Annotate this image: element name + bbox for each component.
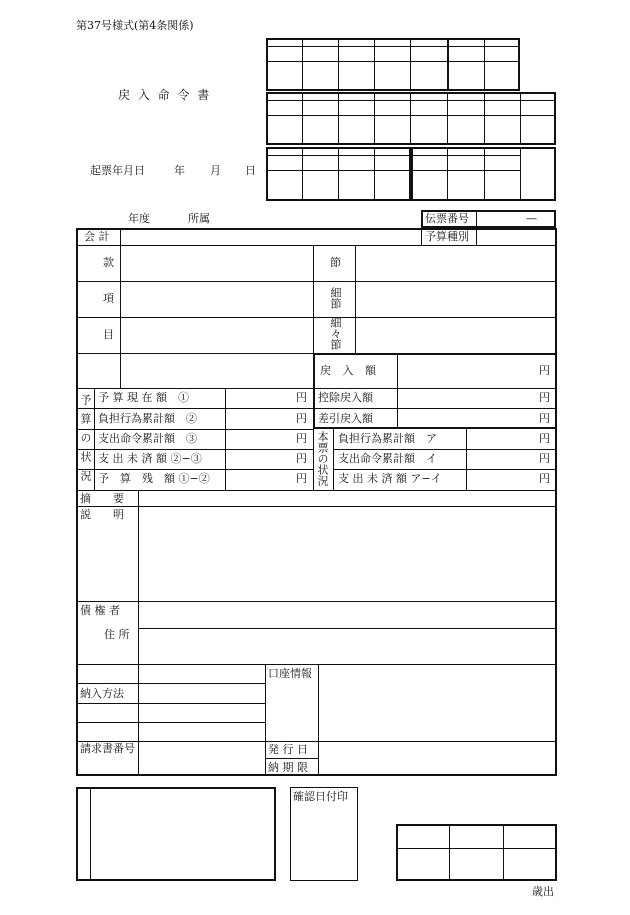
main-form-frame	[76, 228, 557, 776]
honpyo-label: 本票の状況	[316, 431, 329, 486]
hakko-bi-label: 発 行 日	[268, 743, 308, 756]
kan-label: 款	[103, 256, 114, 269]
ko-label: 項	[103, 292, 114, 305]
yosan-shubetsu-label: 予算種別	[425, 230, 469, 243]
sashihiki-reinyu-label: 差引戻入額	[318, 412, 373, 425]
yosan-label: 予算の状況	[79, 394, 92, 489]
bottom-left-box	[76, 787, 276, 881]
saikensha-label: 債 権 者	[80, 604, 120, 617]
kakunin-stamp-label: 確認日付印	[293, 790, 348, 803]
kojo-yen: 円	[539, 391, 550, 404]
saisetsu-label: 細節	[329, 287, 342, 309]
reinyu-yen: 円	[539, 364, 550, 377]
denpyo-bango-value: —	[526, 212, 537, 225]
yosan-yen-4: 円	[296, 452, 307, 465]
kihyo-month: 月	[210, 164, 221, 177]
nonyu-hoho-label: 納入方法	[80, 687, 124, 700]
form-title: 戻 入 命 令 書	[118, 88, 212, 102]
yosan-yen-5: 円	[296, 472, 307, 485]
yosan-row-5: 予 算 残 額 ①−②	[98, 472, 210, 485]
approval-grid	[396, 824, 557, 881]
saisaisetsu-label: 細々節	[329, 317, 342, 350]
yosan-yen-1: 円	[296, 391, 307, 404]
honpyo-row-3: 支 出 未 済 額 ア−イ	[338, 472, 442, 485]
yosan-row-1: 予 算 現 在 額 ①	[98, 391, 189, 404]
setsu-label: 節	[330, 256, 341, 269]
kihyo-day: 日	[245, 164, 256, 177]
yosan-yen-3: 円	[296, 432, 307, 445]
kihyo-label: 起票年月日	[90, 164, 145, 177]
nendo-label: 年度	[128, 212, 150, 225]
honpyo-row-2: 支出命令累計額 イ	[338, 452, 437, 465]
setsumei-label: 説 明	[80, 508, 124, 521]
moku-label: 目	[103, 328, 114, 341]
kihyo-year: 年	[174, 164, 185, 177]
tekiyo-label: 摘 要	[80, 492, 124, 505]
kaikei-label: 会 計	[84, 230, 110, 243]
honpyo-row-1: 負担行為累計額 ア	[338, 432, 437, 445]
koza-joho-label: 口座情報	[268, 667, 312, 680]
yosan-row-2: 負担行為累計額 ②	[98, 412, 197, 425]
saishutsu-label: 歳出	[532, 885, 554, 898]
nouki-label: 納 期 限	[268, 761, 308, 774]
shozoku-label: 所属	[188, 212, 210, 225]
honpyo-yen-1: 円	[539, 432, 550, 445]
denpyo-bango-label: 伝票番号	[425, 212, 469, 225]
yosan-row-3: 支出命令累計額 ③	[98, 432, 197, 445]
yosan-row-4: 支 出 未 済 額 ②−③	[98, 452, 202, 465]
sashihiki-yen: 円	[539, 412, 550, 425]
seikyusho-bango-label: 請求書番号	[80, 742, 135, 755]
honpyo-yen-2: 円	[539, 452, 550, 465]
reinyu-gaku-label: 戻 入 額	[320, 364, 380, 377]
form-number: 第37号様式(第4条関係)	[76, 19, 194, 32]
yosan-yen-2: 円	[296, 412, 307, 425]
jusho-label: 住 所	[104, 628, 130, 641]
kojo-reinyu-label: 控除戻入額	[318, 391, 373, 404]
honpyo-yen-3: 円	[539, 472, 550, 485]
